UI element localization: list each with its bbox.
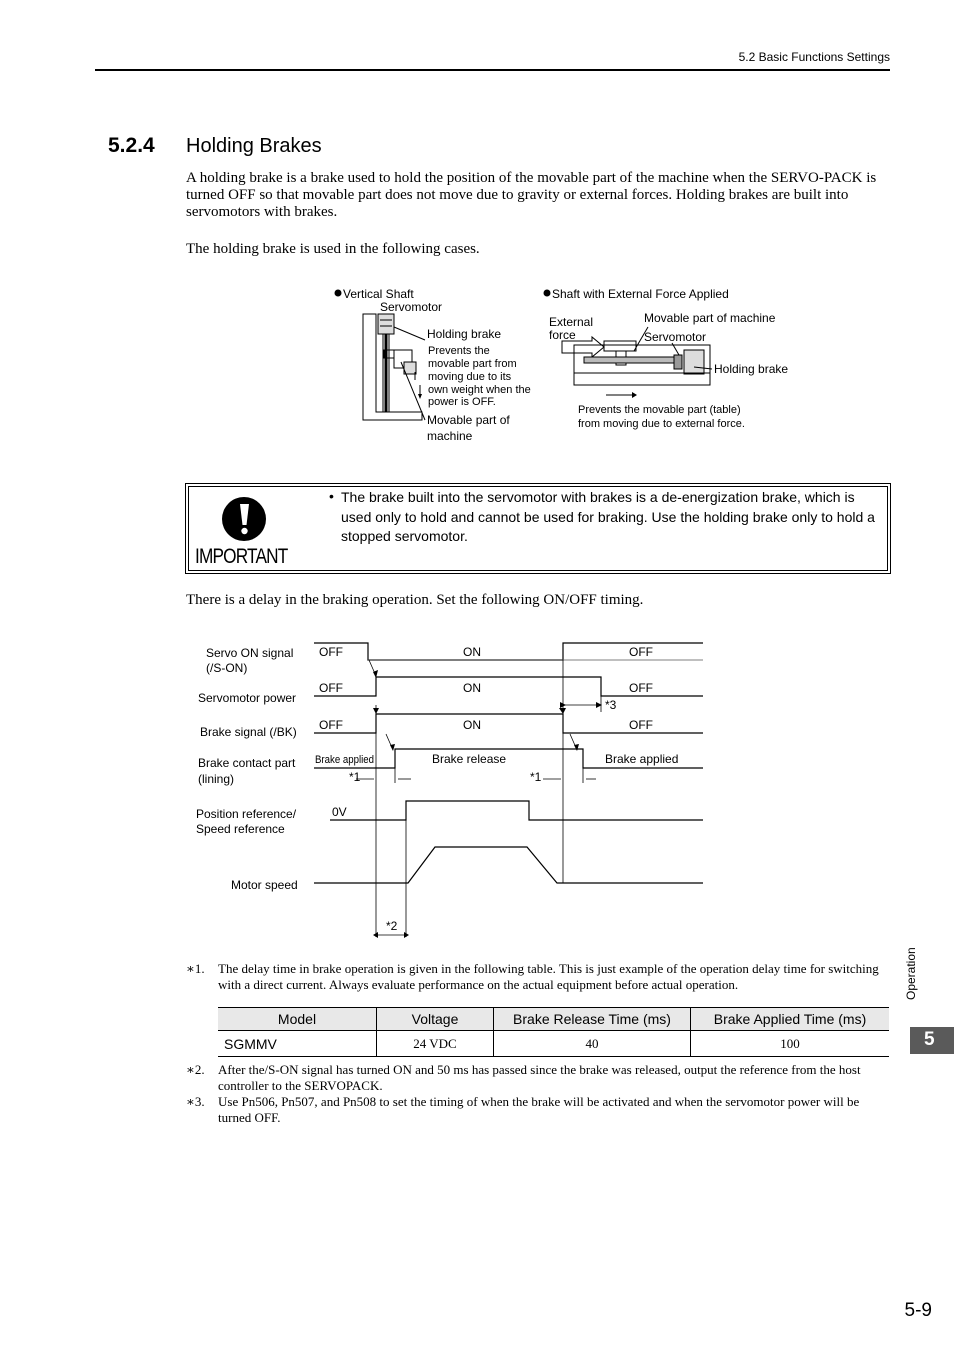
brake-delay-table [218, 1007, 889, 1057]
table-header-release: Brake Release Time (ms) [494, 1008, 691, 1031]
brake-signal-on: ON [463, 718, 481, 732]
footnote-1-text: The delay time in brake operation is given in the following table. This is just example of the operation delay time for switching with a direct current. Always evaluate performance on the actual equipment before actual operation. [218, 961, 879, 992]
brake-release: Brake release [432, 752, 507, 766]
brake-signal-off-2: OFF [629, 718, 653, 732]
bullet-dot-icon [335, 290, 342, 297]
cell-applied: 100 [691, 1031, 890, 1057]
right-arrow-icon [632, 392, 637, 398]
label-position-reference: Position reference/ [196, 807, 297, 821]
footnote-2-mark: ∗2. [186, 1062, 205, 1077]
important-bullet: • [329, 488, 334, 504]
svg-text:from moving due to external fo: from moving due to external force. [578, 418, 745, 430]
table-row [218, 1031, 889, 1057]
table-header-voltage: Voltage [377, 1008, 494, 1031]
power-on: ON [463, 681, 481, 695]
footnote-3-mark: ∗3. [186, 1094, 205, 1109]
svg-text:moving due to its: moving due to its [428, 371, 512, 383]
zero-volt-label: 0V [332, 805, 347, 819]
footnote-1-mark: ∗1. [186, 961, 205, 976]
chapter-number: 5 [924, 1029, 935, 1050]
cell-model: SGMMV [218, 1031, 377, 1057]
important-label: IMPORTANT [195, 545, 288, 568]
note-2: *2 [386, 919, 398, 933]
power-off-2: OFF [629, 681, 653, 695]
intro-paragraph: A holding brake is a brake used to hold the position of the movable part of the machine when the SERVO-PACK is turned OFF so that movable part does not move due to gravity or external forces. Holding brakes are built into servomotors with brakes. [186, 170, 877, 220]
label-brake-contact-2: (lining) [198, 772, 235, 786]
fig-left-description [428, 345, 531, 408]
timing-intro-paragraph: There is a delay in the braking operation. Set the following ON/OFF timing. [186, 592, 644, 608]
fig-right-external-force-label [549, 315, 593, 342]
svg-text:force: force [549, 328, 576, 342]
header-section-ref: 5.2 Basic Functions Settings [738, 50, 890, 64]
bullet-dot-icon [544, 290, 551, 297]
label-speed-reference: Speed reference [196, 822, 285, 836]
section-number: 5.2.4 [108, 134, 155, 157]
fig-left-heading: Vertical Shaft [343, 287, 414, 301]
cases-paragraph: The holding brake is used in the following cases. [186, 241, 480, 257]
fig-left-servomotor-label: Servomotor [380, 300, 443, 314]
exclamation-icon [220, 496, 270, 542]
servo-on-off-1: OFF [319, 645, 343, 659]
note-1-right: *1 [530, 770, 542, 784]
position-reference-waveform [330, 801, 703, 820]
timing-arrowheads [373, 670, 602, 938]
fig-right-description [578, 404, 745, 430]
fig-left-movable-label [427, 413, 510, 443]
cell-voltage: 24 VDC [377, 1031, 494, 1057]
side-tab-label: Operation [904, 947, 918, 1000]
fig-right-servomotor-label: Servomotor [644, 330, 707, 344]
chapter-tab [910, 1027, 954, 1054]
svg-text:Movable part of: Movable part of [427, 413, 510, 427]
footnote-3-text: Use Pn506, Pn507, and Pn508 to set the timing of when the brake will be activated and when the servomotor power will be turned OFF. [218, 1094, 860, 1125]
label-servo-on: Servo ON signal [206, 646, 294, 660]
holding-brake-cases-figure [330, 283, 789, 453]
fig-right-movable-label: Movable part of machine [644, 311, 776, 325]
svg-text:movable part from: movable part from [428, 358, 517, 370]
section-title: Holding Brakes [186, 135, 322, 157]
table-header-applied: Brake Applied Time (ms) [691, 1008, 890, 1031]
label-servomotor-power: Servomotor power [198, 691, 297, 705]
svg-text:Prevents the: Prevents the [428, 345, 490, 357]
brake-applied-1: Brake applied [315, 754, 374, 766]
svg-text:Prevents the movable part (tab: Prevents the movable part (table) [578, 404, 741, 416]
svg-text:power is OFF.: power is OFF. [428, 396, 496, 408]
svg-text:machine: machine [427, 429, 473, 443]
label-brake-contact: Brake contact part [198, 756, 296, 770]
fig-left-holding-brake-label: Holding brake [427, 327, 502, 341]
cell-release: 40 [494, 1031, 691, 1057]
label-brake-signal: Brake signal (/BK) [200, 725, 297, 739]
label-servo-on-2: (/S-ON) [206, 661, 248, 675]
servo-on-on: ON [463, 645, 481, 659]
brake-timing-chart [190, 635, 710, 945]
svg-text:own weight when the: own weight when the [428, 384, 531, 396]
power-off-1: OFF [319, 681, 343, 695]
table-header-model: Model [218, 1008, 377, 1031]
fig-right-heading: Shaft with External Force Applied [552, 287, 729, 301]
note-3: *3 [605, 698, 617, 712]
fig-right-holding-brake-label: Holding brake [714, 362, 789, 376]
header-rule [95, 69, 890, 71]
brake-signal-off-1: OFF [319, 718, 343, 732]
label-motor-speed: Motor speed [231, 878, 298, 892]
note-1-left: *1 [349, 770, 361, 784]
brake-applied-2: Brake applied [605, 752, 679, 766]
footnote-2-text: After the/S-ON signal has turned ON and 50 ms has passed since the brake was released, output the reference from the host controller to the SERVOPACK. [218, 1062, 861, 1093]
motor-speed-waveform [314, 847, 703, 883]
important-text: The brake built into the servomotor with brakes is a de-energization brake, which is used only to hold and cannot be used for braking. Use the holding brake only to hold a stopped servomotor. [341, 489, 875, 544]
svg-text:External: External [549, 315, 594, 329]
servo-on-off-2: OFF [629, 645, 653, 659]
vertical-shaft-drawing [363, 314, 425, 420]
page-number: 5-9 [904, 1300, 932, 1321]
